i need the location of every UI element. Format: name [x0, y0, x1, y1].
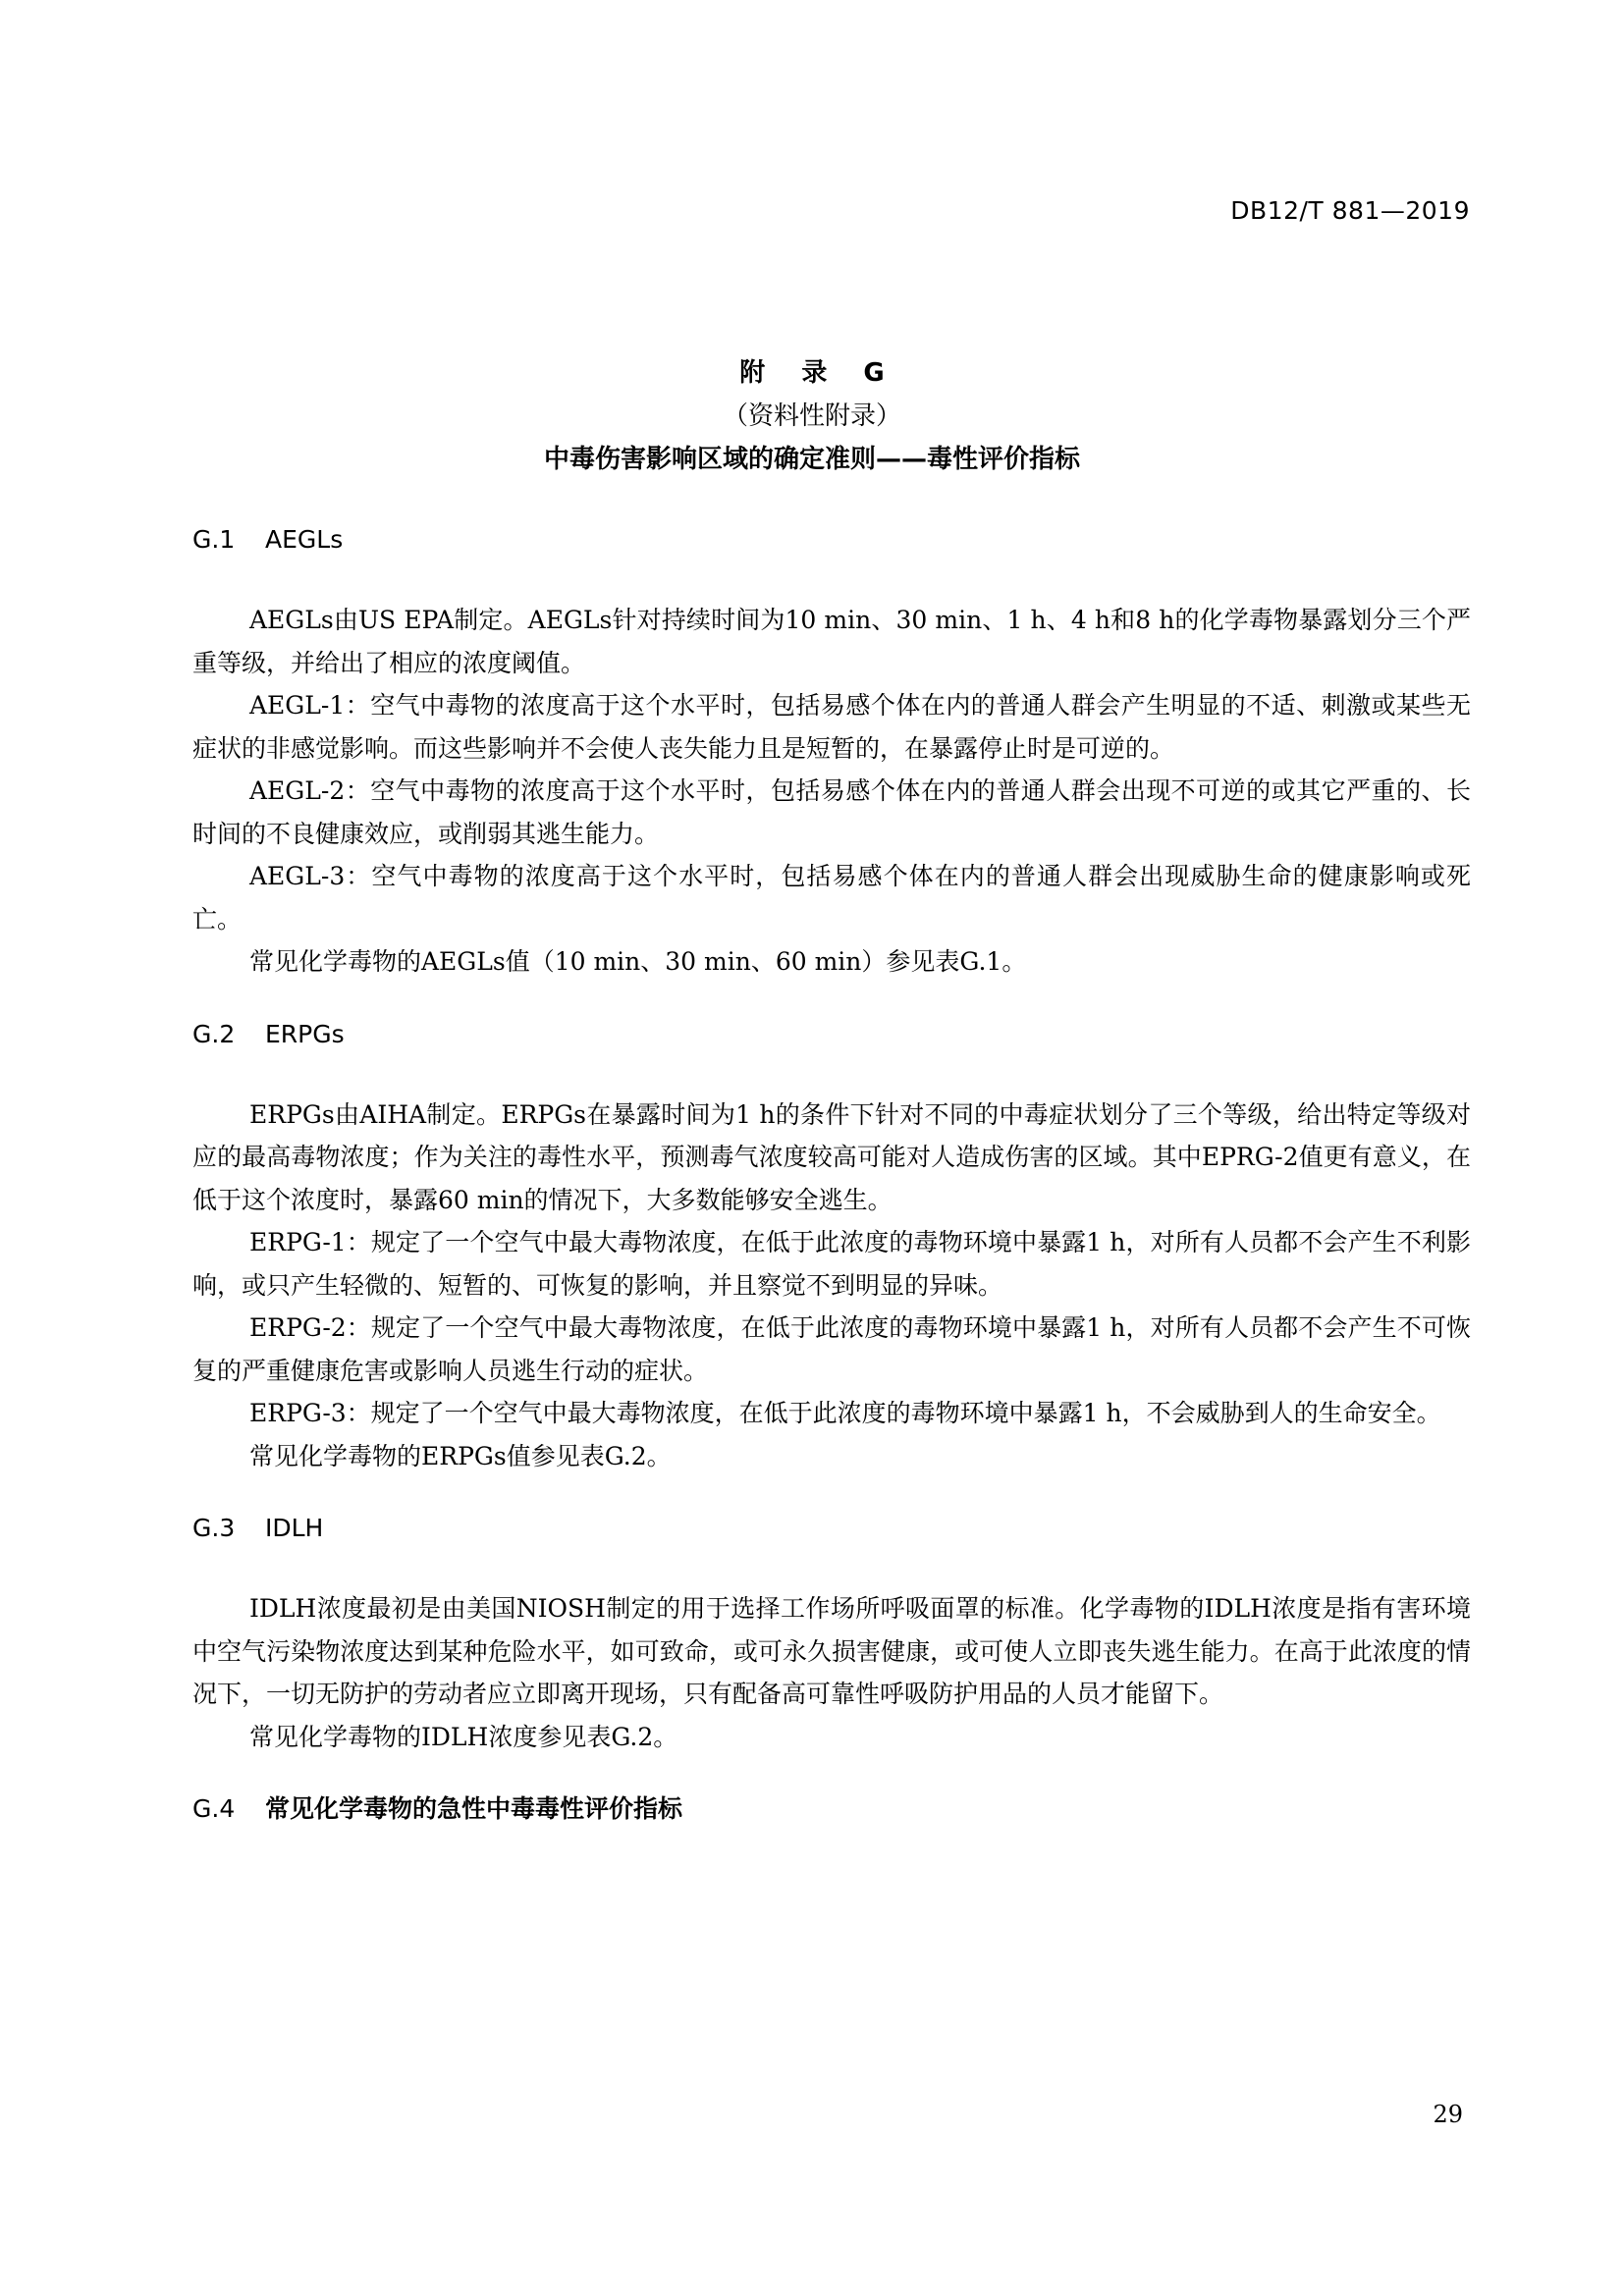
section-g3	[192, 1509, 1471, 1758]
section-title: 常见化学毒物的急性中毒毒性评价指标	[265, 1794, 683, 1823]
appendix-nature: （资料性附录）	[722, 401, 901, 431]
section-g4	[192, 1789, 1471, 1829]
paragraph: AEGL-1：空气中毒物的浓度高于这个水平时，包括易感个体在内的普通人群会产生明显的不适、刺激或某些无症状的非感觉影响。而这些影响并不会使人丧失能力且是短暂的，在暴露停止时是可逆的。	[192, 691, 1471, 763]
section-number: G.4	[192, 1794, 236, 1823]
standard-code: DB12/T 881—2019	[1230, 196, 1470, 225]
section-number: G.1	[192, 525, 236, 554]
section-heading	[192, 1015, 1471, 1054]
paragraph: AEGL-2：空气中毒物的浓度高于这个水平时，包括易感个体在内的普通人群会出现不可逆的或其它严重的、长时间的不良健康效应，或削弱其逃生能力。	[192, 776, 1471, 848]
section-number: G.3	[192, 1514, 236, 1542]
section-number: G.2	[192, 1019, 236, 1048]
paragraph: 常见化学毒物的ERPGs值参见表G.2。	[249, 1441, 672, 1470]
paragraph: IDLH浓度最初是由美国NIOSH制定的用于选择工作场所呼吸面罩的标准。化学毒物的IDLH浓度是指有害环境中空气污染物浓度达到某种危险水平，如可致命，或可永久损害健康，或可使人立即丧失逃生能力。在高于此浓度的情况下，一切无防护的劳动者应立即离开现场，只有配备高可靠性呼吸防护用品的人员才能留下。	[192, 1594, 1471, 1708]
section-g2	[192, 1015, 1471, 1478]
section-heading	[192, 1789, 1471, 1829]
page-number: 29	[1433, 2101, 1463, 2128]
paragraph: ERPG-1：规定了一个空气中最大毒物浓度，在低于此浓度的毒物环境中暴露1 h，对所有人员都不会产生不利影响，或只产生轻微的、短暂的、可恢复的影响，并且察觉不到明显的异味。	[192, 1228, 1471, 1300]
paragraph: ERPG-3：规定了一个空气中最大毒物浓度，在低于此浓度的毒物环境中暴露1 h，不会威胁到人的生命安全。	[249, 1399, 1441, 1427]
paragraph: AEGLs由US EPA制定。AEGLs针对持续时间为10 min、30 min、1 h、4 h和8 h的化学毒物暴露划分三个严重等级，并给出了相应的浓度阈值。	[192, 606, 1471, 677]
paragraph: ERPGs由AIHA制定。ERPGs在暴露时间为1 h的条件下针对不同的中毒症状划分了三个等级，给出特定等级对应的最高毒物浓度；作为关注的毒性水平，预测毒气浓度较高可能对人造成伤害的区域。其中EPRG-2值更有意义，在低于这个浓度时，暴露60 min的情况下，大多数能够安全逃生。	[192, 1099, 1471, 1214]
section-title: ERPGs	[265, 1019, 345, 1048]
appendix-label: 附 录 G	[739, 358, 898, 388]
section-title: AEGLs	[265, 525, 344, 554]
paragraph: 常见化学毒物的IDLH浓度参见表G.2。	[249, 1722, 678, 1751]
paragraph: AEGL-3：空气中毒物的浓度高于这个水平时，包括易感个体在内的普通人群会出现威胁生命的健康影响或死亡。	[192, 862, 1471, 934]
document-body	[192, 520, 1471, 1868]
section-heading	[192, 1509, 1471, 1548]
section-title: IDLH	[265, 1514, 324, 1542]
section-heading	[192, 520, 1471, 560]
paragraph: 常见化学毒物的AEGLs值（10 min、30 min、60 min）参见表G.1。	[249, 947, 1027, 976]
appendix-main-title: 中毒伤害影响区域的确定准则——毒性评价指标	[543, 445, 1080, 474]
paragraph: ERPG-2：规定了一个空气中最大毒物浓度，在低于此浓度的毒物环境中暴露1 h，对所有人员都不会产生不可恢复的严重健康危害或影响人员逃生行动的症状。	[192, 1313, 1471, 1385]
appendix-title-block	[0, 351, 1624, 481]
section-g1	[192, 520, 1471, 984]
